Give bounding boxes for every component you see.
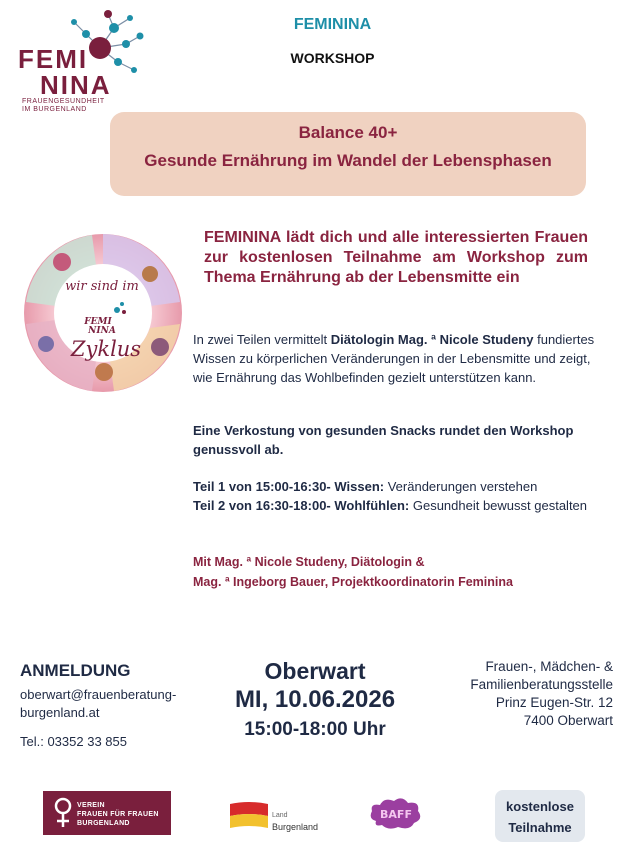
title-line-1: Balance 40+: [298, 123, 398, 142]
baff-text: BAFF: [380, 808, 412, 821]
address-line-1: Frauen-, Mädchen- &: [485, 659, 613, 674]
host-line-2: Mag. ª Ingeborg Bauer, Projektkoordinatorin Feminina: [193, 575, 513, 589]
address-line-2: Familienberatungsstelle: [470, 677, 613, 692]
registration-title: ANMELDUNG: [20, 661, 131, 680]
schedule: [193, 477, 613, 515]
email-line-1: oberwart@frauenberatung-: [20, 687, 177, 702]
speaker-name: Diätologin Mag. ª Nicole Studeny: [330, 332, 534, 347]
venue-address: [420, 658, 613, 730]
verein-logo: [43, 791, 171, 835]
intro-pre: In zwei Teilen vermittelt: [193, 332, 331, 347]
schedule-label: Teil 1 von 15:00-16:30- Wissen:: [193, 479, 385, 494]
schedule-item: [193, 496, 613, 515]
schedule-label: Teil 2 von 16:30-18:00- Wohlfühlen:: [193, 498, 410, 513]
event-date: MI, 10.06.2026: [234, 686, 396, 713]
schedule-text: Veränderungen verstehen: [384, 479, 538, 494]
address-line-3: Prinz Eugen-Str. 12: [495, 695, 613, 710]
logo-subtitle-1: FRAUENGESUNDHEIT: [22, 98, 105, 105]
burgenland-flag-icon: [230, 800, 268, 832]
title-box: [110, 112, 586, 196]
verein-line-3: BURGENLAND: [77, 820, 130, 827]
free-participation-badge: [495, 790, 585, 842]
schedule-text: Gesundheit bewusst gestalten: [409, 498, 588, 513]
hosts: [193, 552, 613, 592]
land-text-1: Land: [272, 812, 288, 819]
baff-cloud-icon: [368, 797, 424, 831]
logo-text-femi: FEMI: [18, 44, 89, 74]
snacks-paragraph: Eine Verkostung von gesunden Snacks rundet den Workshop genussvoll ab.: [193, 423, 574, 457]
verein-line-1: VEREIN: [77, 802, 105, 809]
event-type: WORKSHOP: [290, 50, 375, 66]
registration-phone: Tel.: 03352 33 855: [20, 734, 127, 749]
cycle-text-1: wir sind im: [65, 279, 139, 294]
cycle-illustration: [22, 232, 184, 394]
email-line-2: burgenland.at: [20, 705, 100, 720]
invitation-text: FEMININA lädt dich und alle interessierten Frauen zur kostenlosen Teilnahme am Workshop zum Thema Ernährung ab der Lebensmitte ein: [204, 229, 588, 286]
host-line-1: Mit Mag. ª Nicole Studeny, Diätologin &: [193, 555, 425, 569]
cycle-logo-top: FEMI: [84, 317, 112, 327]
female-symbol-icon: [47, 791, 77, 835]
cycle-ring-image: [22, 232, 184, 394]
cycle-text-2: Zyklus: [70, 337, 142, 361]
address-line-4: 7400 Oberwart: [523, 713, 613, 728]
intro-post: fundiertes Wissen zu körperlichen Veränderungen in der Lebensmitte und zeigt, wie Ernährung das Wohlbefinden gezielt unterstützen kann.: [193, 332, 595, 385]
event-city: Oberwart: [264, 658, 366, 684]
schedule-item: [193, 477, 613, 496]
land-text-2: Burgenland: [272, 822, 319, 832]
cycle-logo-bottom: NINA: [88, 326, 116, 336]
title-line-2: Gesunde Ernährung im Wandel der Lebensphasen: [144, 151, 552, 170]
logo-subtitle-2: IM BURGENLAND: [22, 106, 87, 113]
verein-line-2: FRAUEN FÜR FRAUEN: [77, 811, 159, 818]
logo-text-nina: NINA: [40, 70, 112, 100]
baff-logo: [368, 797, 424, 831]
event-time: 15:00-18:00 Uhr: [244, 719, 386, 740]
badge-line-1: kostenlose: [506, 799, 574, 814]
land-burgenland-logo: [230, 800, 330, 836]
badge-line-2: Teilnahme: [508, 820, 572, 835]
brand-heading: FEMININA: [293, 16, 372, 33]
intro-paragraph: [193, 330, 613, 387]
registration-email[interactable]: [20, 686, 210, 722]
